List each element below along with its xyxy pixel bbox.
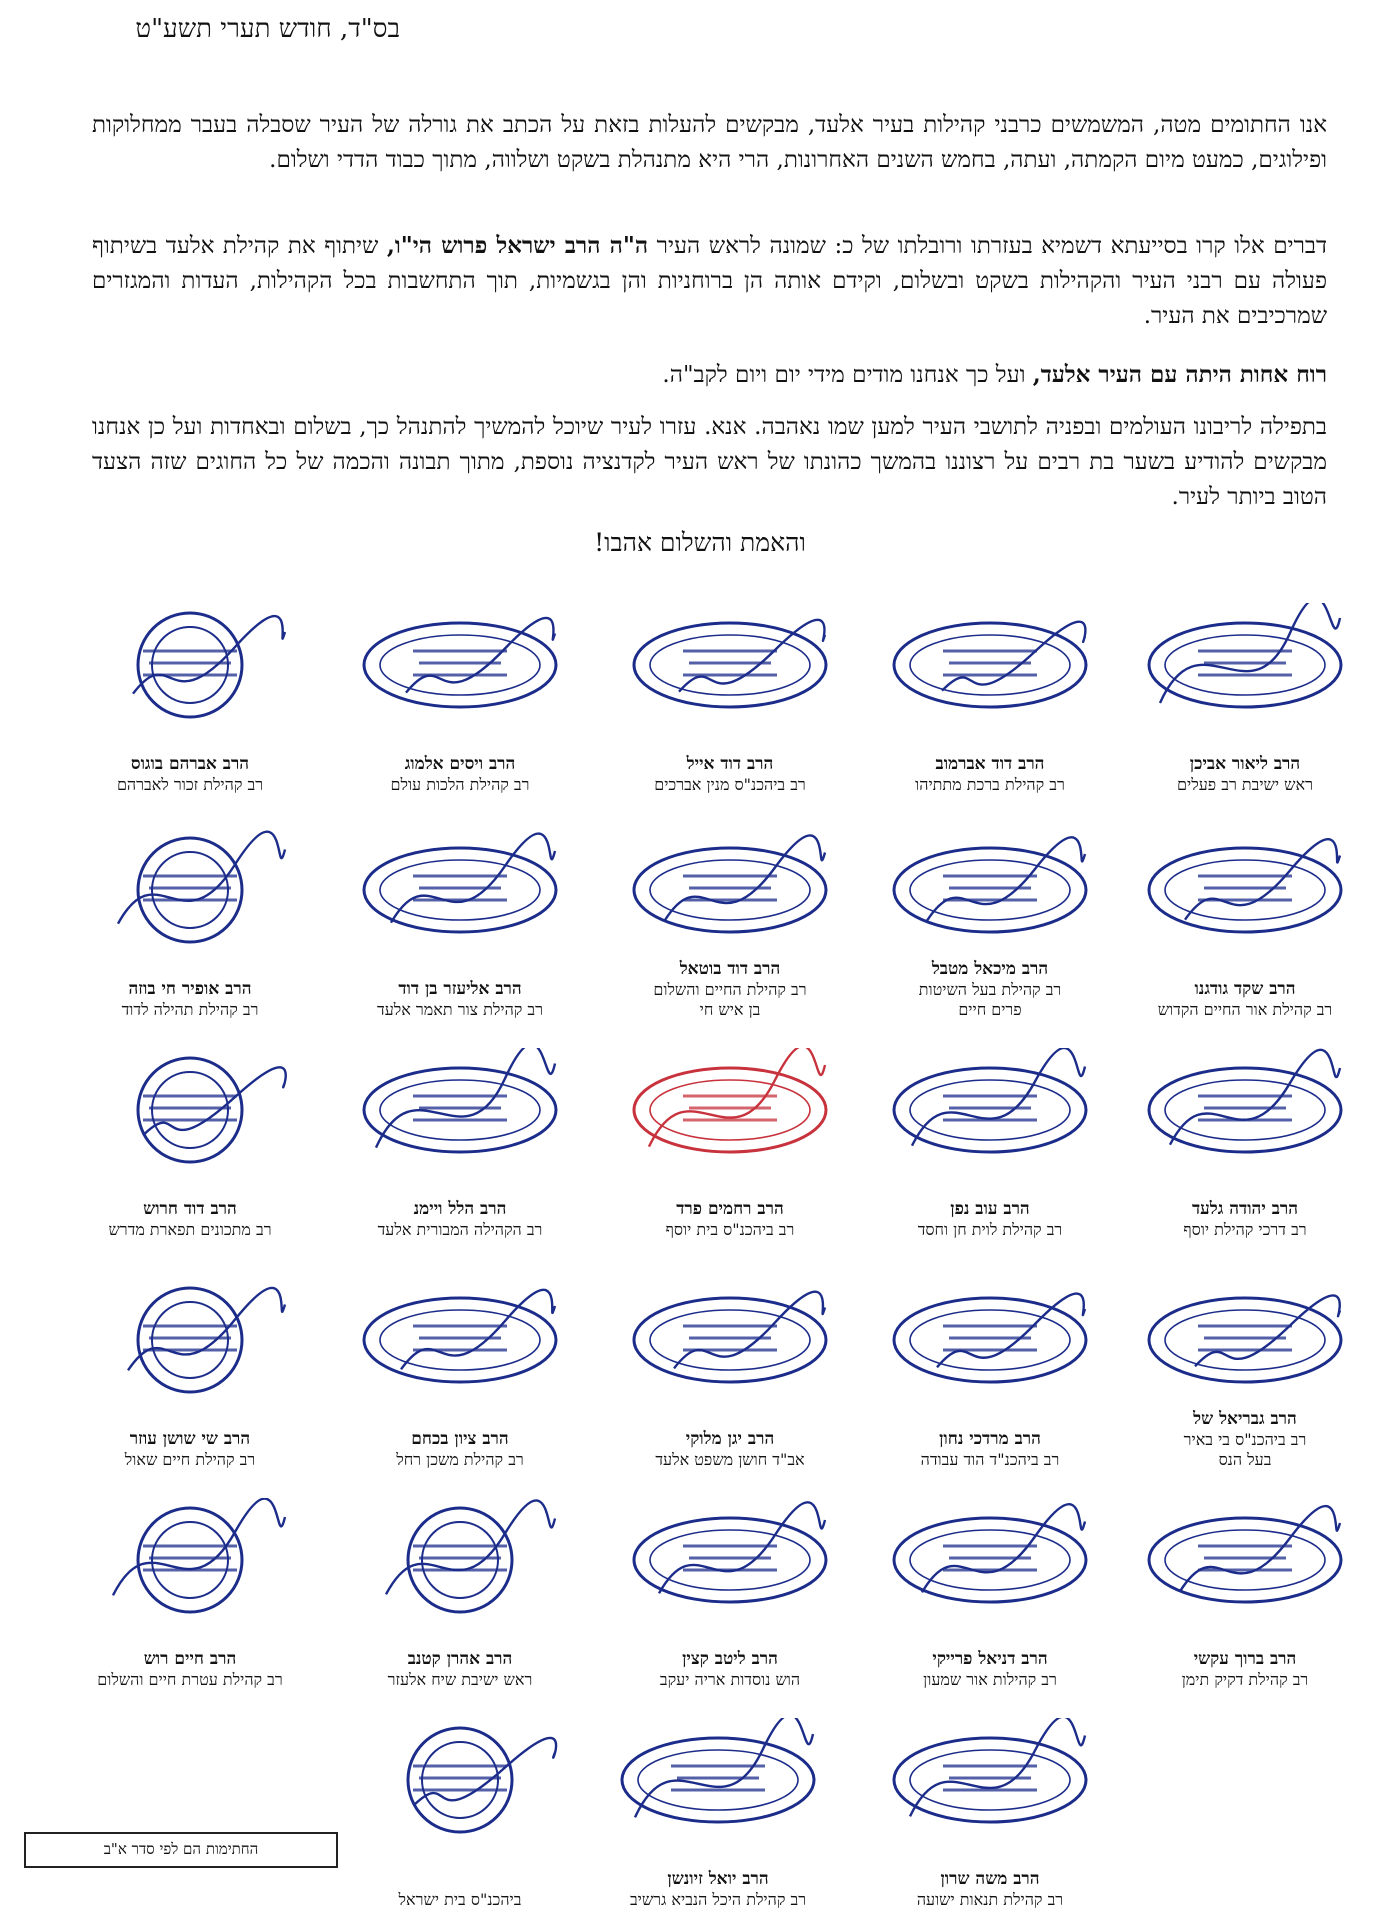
signature-stamp — [355, 603, 565, 723]
signatory-role: רב קהילת זכור לאברהם — [116, 775, 264, 794]
signatory-name: הרב אברהם בוגוס — [130, 754, 250, 774]
signature-stamp — [1140, 1048, 1350, 1168]
signature-block — [1115, 585, 1375, 795]
signature-caption — [600, 753, 860, 795]
signature-stamp — [613, 1718, 823, 1838]
signatory-role: רב קהילת לוית חן וחסד — [917, 1220, 1063, 1239]
signature-caption — [588, 1868, 848, 1910]
signature-block — [600, 810, 860, 1020]
signature-caption — [860, 1428, 1120, 1470]
signature-caption — [330, 1648, 590, 1690]
signatory-name: הרב דניאל פרייקי — [932, 1649, 1048, 1669]
signatory-role: ראש ישיבת שיח אלעזר — [387, 1670, 533, 1689]
signature-stamp — [355, 828, 565, 948]
signature-stamp — [885, 603, 1095, 723]
paragraph-2-end: שיתוף את קהילת אלעד בשיתוף פעולה עם רבני העיר והקהילות בשקט ובשלום, וקידם אותה הן ברוחניות והן בגשמיות, תוך התחשבות בכל הקהילות, העדות והמגזרים שמרכיבים את העיר. — [92, 233, 1327, 329]
signatory-name: הרב שקד גודגנו — [1194, 979, 1296, 999]
signatory-role: רב קהילת תנאות ישועה — [916, 1890, 1064, 1909]
signatory-name: הרב ברוך עקשי — [1193, 1649, 1297, 1669]
signature-stamp — [885, 1278, 1095, 1398]
signatory-name: הרב יהודה גלעד — [1191, 1199, 1299, 1219]
signatory-name: הרב ויסים אלמוג — [404, 754, 516, 774]
signature-stamp — [625, 1048, 835, 1168]
signature-block — [860, 585, 1120, 795]
signature-caption — [1115, 978, 1375, 1020]
signature-caption — [330, 978, 590, 1020]
signature-stamp — [355, 1718, 565, 1838]
signature-caption — [1115, 1648, 1375, 1690]
paragraph-3-end: ועל כך אנחנו מודים מידי יום ויום לקב"ה. — [662, 362, 1026, 388]
signature-block — [860, 1260, 1120, 1470]
signature-caption — [860, 958, 1120, 1020]
signature-block — [860, 1700, 1120, 1910]
signature-stamp — [885, 1498, 1095, 1618]
order-footnote: החתימות הם לפי סדר א"ב — [24, 1832, 338, 1868]
signature-stamp — [1140, 1278, 1350, 1398]
signature-caption — [60, 1648, 320, 1690]
signatory-role: רב קהילת אור החיים הקדוש — [1157, 1000, 1333, 1019]
signatory-role: רב קהילת צור תאמר אלעד — [377, 1000, 543, 1019]
signature-block — [860, 810, 1120, 1020]
signatory-name: הרב אהרן קטנב — [407, 1649, 513, 1669]
signatory-role: רב קהילות אור שמעון — [923, 1670, 1057, 1689]
signatory-name: הרב מיכאל מטבל — [931, 959, 1049, 979]
signatory-name: הרב יגן מלוקי — [685, 1429, 775, 1449]
signatory-role: רב מתכונים תפארת מדרש — [108, 1220, 272, 1239]
signature-block — [60, 1480, 320, 1690]
signatory-role: רב ביהכנ"ס בית יוסף — [665, 1220, 795, 1239]
signature-caption — [600, 1428, 860, 1470]
signatory-name: הרב גבריאל של — [1193, 1409, 1297, 1429]
signatory-role: רב קהילת משכן רחל — [396, 1450, 524, 1469]
signature-stamp — [85, 1278, 295, 1398]
signature-caption — [330, 1198, 590, 1240]
signatory-role-line-2: פרים חיים — [958, 1000, 1022, 1019]
letter-paragraph-1: אנו החתומים מטה, המשמשים כרבני קהילות בעיר אלעד, מבקשים להעלות בזאת על הכתב את גורלה של העיר שסבלה בעבר ממחלוקות ופילוגים, כמעט מיום הקמתה, ועתה, בחמש השנים האחרונות, הרי היא מתנהלת בשקט ושלווה, מתוך כבוד הדדי ושלום. — [92, 112, 1327, 173]
signatory-role: רב קהילת דקיק תימן — [1181, 1670, 1309, 1689]
signatory-role: אב"ד חושן משפט אלעד — [655, 1450, 805, 1469]
signatory-name: הרב ציון בכחם — [411, 1429, 509, 1449]
signature-stamp — [885, 1718, 1095, 1838]
signature-block — [600, 1480, 860, 1690]
signature-block — [600, 1260, 860, 1470]
signature-block — [1115, 1030, 1375, 1240]
signatory-name: הרב דוד בוטאל — [679, 959, 781, 979]
signatory-role: רב ביהכנ"ד הוד עבודה — [920, 1450, 1060, 1469]
signatory-name: הרב דוד חרוש — [143, 1199, 237, 1219]
signatory-role: רב ביהכנ"ס בי באיר — [1183, 1430, 1307, 1449]
signature-block — [60, 1260, 320, 1470]
signature-stamp — [885, 1048, 1095, 1168]
signatory-role: רב קהילת הלכות עולם — [390, 775, 530, 794]
signature-block — [330, 810, 590, 1020]
signatory-role: רב קהילת ברכת מתתיהו — [915, 775, 1065, 794]
signatory-name: הרב עוב נפן — [950, 1199, 1030, 1219]
signature-stamp — [1140, 603, 1350, 723]
signature-caption — [330, 1428, 590, 1470]
signature-stamp — [355, 1048, 565, 1168]
signatory-role: הוש נוסדות אריה יעקב — [659, 1670, 801, 1689]
signature-block — [600, 585, 860, 795]
signature-stamp — [85, 1498, 295, 1618]
signatory-name: הרב דוד אברמוב — [935, 754, 1045, 774]
signature-caption — [60, 1198, 320, 1240]
signature-caption — [600, 1198, 860, 1240]
signature-block — [1115, 1260, 1375, 1470]
signatory-role: רב ביהכנ"ס מנין אברכים — [654, 775, 806, 794]
signatory-role: רב קהילת עטרת חיים והשלום — [97, 1670, 283, 1689]
signature-caption — [60, 753, 320, 795]
signatory-name: הרב יואל זיונשן — [667, 1869, 769, 1889]
signatory-name: הרב אליעזר בן דוד — [398, 979, 522, 999]
signature-block — [330, 1260, 590, 1470]
signatory-role: רב קהילת בעל השיטות — [918, 980, 1062, 999]
signature-caption — [330, 753, 590, 795]
signature-block — [1115, 810, 1375, 1020]
signature-stamp — [625, 1498, 835, 1618]
signatory-role: ביהכנ"ס בית ישראל — [398, 1890, 522, 1909]
signature-caption — [60, 1428, 320, 1470]
paragraph-2-start: דברים אלו קרו בסייעתא דשמיא בעזרתו ורובלתו של כ: שמונה לראש העיר — [656, 233, 1328, 259]
signatory-role: רב דרכי קהילת יוסף — [1183, 1220, 1307, 1239]
letter-paragraph-3 — [92, 357, 1327, 393]
signatory-name: הרב משה שרון — [940, 1869, 1040, 1889]
signature-block — [330, 1480, 590, 1690]
signature-caption — [860, 1868, 1120, 1910]
signatory-name: הרב ליאור אביכן — [1189, 754, 1301, 774]
signature-caption — [1115, 753, 1375, 795]
signature-stamp — [625, 1278, 835, 1398]
signatory-name: הרב שי שושן עוזר — [129, 1429, 251, 1449]
dateline: בס"ד, חודש תערי תשע"ט — [135, 14, 400, 44]
signature-caption — [860, 1198, 1120, 1240]
signatory-role-line-2: בן איש חי — [699, 1000, 761, 1019]
signatory-name: הרב ליטב קצין — [682, 1649, 778, 1669]
signature-caption — [600, 958, 860, 1020]
signature-block — [330, 1030, 590, 1240]
signature-stamp — [1140, 1498, 1350, 1618]
signature-stamp — [1140, 828, 1350, 948]
signature-stamp — [355, 1278, 565, 1398]
signatory-name: הרב דוד אייל — [686, 754, 774, 774]
signatory-role: רב קהילת חיים שאול — [124, 1450, 256, 1469]
signature-block — [60, 585, 320, 795]
mayor-name: ה"ה הרב ישראל פרוש הי"ו, — [386, 232, 649, 259]
signature-stamp — [355, 1498, 565, 1618]
signature-block — [1115, 1480, 1375, 1690]
signature-caption — [600, 1648, 860, 1690]
signature-block — [60, 1030, 320, 1240]
signature-caption — [1115, 1408, 1375, 1470]
signatory-name: הרב מרדכי נחון — [939, 1429, 1041, 1449]
signature-block — [600, 1030, 860, 1240]
signature-caption — [1115, 1198, 1375, 1240]
signature-block — [330, 585, 590, 795]
signature-stamp — [625, 828, 835, 948]
signature-stamp — [625, 603, 835, 723]
signature-block — [860, 1030, 1120, 1240]
signatory-role: רב קהילת היכל הנביא גרשיב — [629, 1890, 807, 1909]
signature-caption — [330, 1890, 590, 1910]
signature-block — [588, 1700, 848, 1910]
signature-stamp — [85, 828, 295, 948]
signature-block — [860, 1480, 1120, 1690]
signatory-role: רב קהילת החיים והשלום — [653, 980, 807, 999]
signature-block — [60, 810, 320, 1020]
paragraph-3-bold: רוח אחות היתה עם העיר אלעד, — [1032, 361, 1327, 388]
signatory-name: הרב אופיר חי בוזה — [128, 979, 252, 999]
signature-stamp — [85, 603, 295, 723]
closing-line: והאמת והשלום אהבו! — [594, 528, 806, 557]
signature-stamp — [885, 828, 1095, 948]
signatory-role: רב קהילת תהילה לדוד — [121, 1000, 259, 1019]
signatory-name: הרב רחמים פרד — [676, 1199, 784, 1219]
signature-caption — [860, 1648, 1120, 1690]
signatory-role-line-2: בעל הנס — [1218, 1450, 1272, 1469]
letter-paragraph-4: בתפילה לריבונו העולמים ובפניה לתושבי העיר למען שמו נאהבה. אנא. עזרו לעיר שיוכל להמשיך להתנהל כך, בשלום ובאחדות ועל כן אנחנו מבקשים להודיע בשער בת רבים על רצוננו בהמשך כהונתו של ראש העיר לקדנציה נוספת, מתוך תבונה והכמה של כל החוגים שזה הצעד הטוב ביותר לעיר. — [92, 414, 1327, 510]
signatory-name: הרב חיים רוש — [143, 1649, 237, 1669]
signature-block — [330, 1700, 590, 1910]
letter-paragraph-2 — [92, 228, 1327, 334]
signature-stamp — [85, 1048, 295, 1168]
signatory-role: ראש ישיבת רב פעלים — [1177, 775, 1313, 794]
signatory-name: הרב הלל ויימנ — [413, 1199, 507, 1219]
signature-caption — [60, 978, 320, 1020]
signatory-role: רב הקהילה המבורית אלעד — [377, 1220, 543, 1239]
signature-caption — [860, 753, 1120, 795]
